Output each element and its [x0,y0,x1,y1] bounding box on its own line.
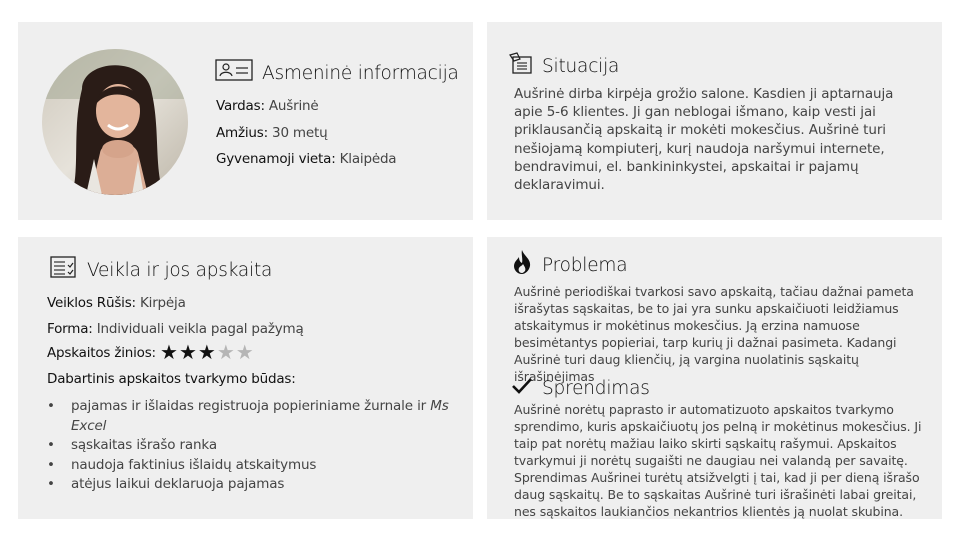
knowledge-field: Apskaitos žinios: ★★★★★ [47,340,255,364]
star-filled-icon: ★ [160,340,179,364]
name-field: Vardas: Aušrinė [216,98,319,114]
checkmark-icon [511,377,533,395]
checklist-icon [50,256,76,278]
personal-info-title: Asmeninė informacija [262,63,459,84]
situation-text: Aušrinė dirba kirpėja grožio salone. Kasdien ji aptarnauja apie 5-6 klientes. Ji gan neblogai išmano, kaip vesti jai priklausančią apskaitą ir mokėti mokesčius. Aušrinė turi nešiojamą kompiuterį, kurį naudoja naršymui internete, bendravimui, el. bankininkystei, apskaitai ir pajamų deklaravimui. [514,86,894,194]
current-method-label: Dabartinis apskaitos tvarkymo būdas: [47,371,296,387]
solution-title: Sprendimas [542,378,650,399]
problem-solution-card [487,237,942,519]
activity-card [18,237,473,519]
situation-title: Situacija [542,56,620,77]
list-item: • naudoja faktinius išlaidų atskaitymus [47,456,457,476]
star-empty-icon: ★ [235,340,255,364]
knowledge-rating [160,340,255,364]
flame-icon [511,249,533,275]
notepad-icon [508,52,536,76]
solution-text: Aušrinė norėtų paprasto ir automatizuoto apskaitos tvarkymo sprendimo, kuris apskaičiuotų jos pelną ir mokėtinus mokesčius. Ji taip pat norėtų mažiau laiko skirti sąskaitų rašymui. Apskaitos tvarkymui ji norėtų sugaišti ne daugiau nei valandą per savaitę. Sprendimas Aušrinei turėtų atsižvelgti į tai, kad ji per dieną išrašo daug sąskaitų. Be to sąskaitas Aušrinė turi išrašinėti labai greitai, nes sąskaitos laukiančios nekantrios klientės ją nuolat skubina. [514,402,922,519]
star-filled-icon: ★ [178,340,198,364]
star-filled-icon: ★ [197,340,217,364]
id-card-icon [215,59,253,81]
problem-title: Problema [542,255,628,276]
activity-title: Veikla ir jos apskaita [87,260,273,281]
current-method-list [47,397,457,495]
situation-card [487,22,942,220]
problem-text: Aušrinė periodiškai tvarkosi savo apskaitą, tačiau dažnai pameta išrašytas sąskaitas, be to jai yra sunku apskaičiuoti leidžiamus atskaitymus ir mokėtinus mokesčius. Ją erzina namuose besimėtantys popieriai, tarp kurių ji dažnai pasimeta. Kadangi Aušrinė turi daug klienčių, ją vargina nuolatinis sąskaitų išrašinėjimas [514,284,914,384]
personal-info-card [18,22,473,220]
activity-type-field: Veiklos Rūšis: Kirpėja [47,295,186,311]
city-field: Gyvenamoji vieta: Klaipėda [216,151,397,167]
avatar [42,49,188,195]
list-item: • atėjus laikui deklaruoja pajamas [47,475,457,495]
activity-form-field: Forma: Individuali veikla pagal pažymą [47,321,304,337]
age-field: Amžius: 30 metų [216,125,328,141]
star-empty-icon: ★ [216,340,236,364]
list-item: • sąskaitas išrašo ranka [47,436,457,456]
list-item: • pajamas ir išlaidas registruoja popieriniame žurnale ir Ms Excel [47,397,457,436]
